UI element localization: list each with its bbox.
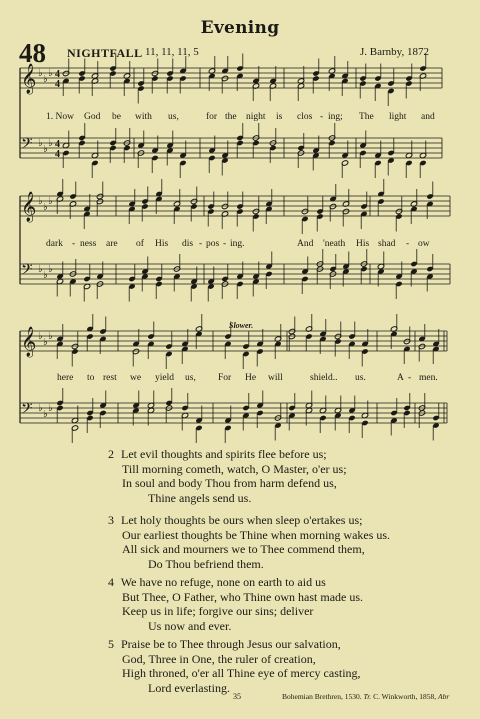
page-number: 35 <box>233 692 241 701</box>
lyric-syllable: us, <box>168 112 179 122</box>
lyric-syllable: ing. <box>230 239 245 249</box>
lyric-syllable: us, <box>185 373 196 383</box>
lyric-syllable: and <box>421 112 435 122</box>
lyric-syllable: light <box>389 112 407 122</box>
composer: J. Barnby, 1872 <box>360 46 429 58</box>
meter: 11, 11, 11, 5 <box>145 46 199 58</box>
verse-line: High throned, o'er all Thine eye of mercy casting, <box>122 666 361 681</box>
credits <box>282 692 449 701</box>
flat-icon: ♭ <box>43 337 48 348</box>
treble-clef-icon: 𝄞 <box>21 192 37 222</box>
lyric-syllable: for <box>206 112 218 122</box>
verse-line: In soul and body Thou from harm defend us, <box>122 476 337 491</box>
flat-icon: ♭ <box>38 68 43 79</box>
verse-line: Keep us in life; forgive our sins; deliver <box>122 604 314 619</box>
lyric-syllable: the <box>225 112 237 122</box>
flat-icon: ♭ <box>48 68 53 79</box>
flat-icon: ♭ <box>48 264 53 275</box>
time-signature: 4 <box>55 139 60 150</box>
flat-icon: ♭ <box>38 138 43 149</box>
verse-line: But Thee, O Father, who Thine own hast made us. <box>122 589 364 604</box>
lyric-syllable: us. <box>355 373 366 383</box>
verse-number: 3 <box>108 513 114 527</box>
flat-icon: ♭ <box>48 403 53 414</box>
flat-icon: ♭ <box>48 138 53 149</box>
lyric-syllable: shad <box>378 239 396 249</box>
flat-icon: ♭ <box>38 403 43 414</box>
treble-clef-icon: 𝄞 <box>21 64 37 94</box>
abbreviation-mark: Abr <box>438 692 450 701</box>
lyric-syllable: ness <box>80 239 97 249</box>
lyric-syllable: clos <box>297 112 313 122</box>
verse-line: All sick and mourners we to Thee commend them, <box>122 542 365 557</box>
verse-3 <box>108 513 390 571</box>
flat-icon: ♭ <box>48 331 53 342</box>
verse-line: God, Three in One, the ruler of creation, <box>122 651 316 666</box>
lyric-syllable: ow <box>418 239 430 249</box>
lyric-syllable: are <box>106 239 118 249</box>
flat-icon: ♭ <box>43 409 48 420</box>
verse-line: Till morning cometh, watch, O Master, o'er us; <box>122 461 347 476</box>
verse-4 <box>108 575 363 633</box>
tempo-mark: Slower. <box>229 321 254 330</box>
verse-line: Let evil thoughts and spirits flee before us; <box>121 447 327 461</box>
lyric-syllable: we <box>130 373 142 383</box>
time-signature: 4 <box>55 69 60 80</box>
lyric-syllable: will <box>268 373 283 383</box>
lyric-syllable: 'neath <box>323 239 346 249</box>
lyric-syllable: of <box>136 239 144 249</box>
translator-prefix: Tr. <box>363 692 372 701</box>
lyric-syllable: - <box>199 239 203 249</box>
lyric-syllable: He <box>245 373 257 383</box>
lyric-syllable: - <box>223 239 227 249</box>
lyric-syllable: here <box>57 373 74 383</box>
verse-number: 2 <box>108 447 114 461</box>
lyric-syllable: ing; <box>328 112 343 122</box>
flat-icon: ♭ <box>43 74 48 85</box>
lyric-syllable: A <box>397 373 404 383</box>
flat-icon: ♭ <box>38 331 43 342</box>
lyric-syllable: The <box>359 112 374 122</box>
flat-icon: ♭ <box>43 202 48 213</box>
section-title: Evening <box>200 18 280 38</box>
lyric-syllable: yield <box>155 373 174 383</box>
translator-credit: C. Winkworth, 1858, <box>373 692 437 701</box>
lyric-syllable: - <box>72 239 76 249</box>
lyric-syllable: - <box>320 112 324 122</box>
flat-icon: ♭ <box>38 196 43 207</box>
verse-2 <box>108 447 347 505</box>
lyric-syllable: with <box>135 112 152 122</box>
time-signature: 4 <box>55 79 60 90</box>
lyric-syllable: - <box>406 239 410 249</box>
hymn-number: 48 <box>19 38 46 68</box>
lyric-syllable: And <box>297 239 314 249</box>
verse-line: Thine angels send us. <box>148 490 252 505</box>
bass-clef-icon: 𝄢 <box>21 400 33 421</box>
flat-icon: ♭ <box>48 196 53 207</box>
lyric-syllable: God <box>84 112 101 122</box>
flat-icon: ♭ <box>38 264 43 275</box>
verse-line: Do Thou befriend them. <box>148 556 264 571</box>
tune-name: NIGHTFALL <box>67 46 143 60</box>
lyric-syllable: pos <box>206 239 220 249</box>
lyric-syllable: - <box>408 373 412 383</box>
treble-clef-icon: 𝄞 <box>21 327 37 357</box>
lyric-syllable: rest <box>103 373 117 383</box>
verse-line: Let holy thoughts be ours when sleep o'ertakes us; <box>121 513 363 527</box>
lyric-syllable: is <box>276 112 283 122</box>
lyric-syllable: dis <box>182 239 194 249</box>
verse-line: Us now and ever. <box>148 618 232 633</box>
verse-number: 4 <box>108 575 114 589</box>
lyric-syllable: For <box>218 373 232 383</box>
lyric-syllable: His <box>356 239 370 249</box>
flat-icon: ♭ <box>43 270 48 281</box>
verse-line: Our earliest thoughts be Thine when morning wakes us. <box>122 527 391 542</box>
lyric-syllable: men. <box>419 373 438 383</box>
verse-5 <box>108 637 361 695</box>
verse-line: We have no refuge, none on earth to aid us <box>120 575 326 589</box>
lyric-syllable: 1. Now <box>46 112 74 122</box>
lyric-syllable: be <box>112 112 121 122</box>
verse-line: Lord everlasting. <box>148 680 230 695</box>
bass-clef-icon: 𝄢 <box>21 135 33 156</box>
flat-icon: ♭ <box>43 144 48 155</box>
source-credit: Bohemian Brethren, 1530. <box>282 692 362 701</box>
lyric-syllable: dark <box>46 239 63 249</box>
bass-clef-icon: 𝄢 <box>21 261 33 282</box>
verse-line: Praise be to Thee through Jesus our salvation, <box>121 637 341 651</box>
lyric-syllable: to <box>87 373 95 383</box>
time-signature: 4 <box>55 149 60 160</box>
lyric-syllable: night <box>246 112 266 122</box>
verse-number: 5 <box>108 637 114 651</box>
lyric-syllable: shield.. <box>310 373 338 383</box>
lyric-syllable: His <box>155 239 169 249</box>
